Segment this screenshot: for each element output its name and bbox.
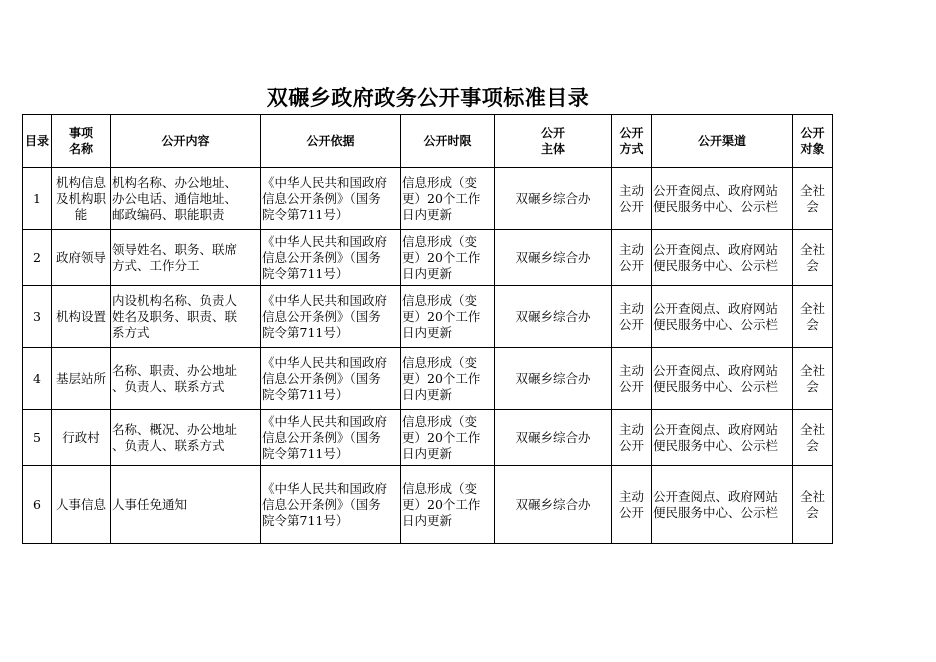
header-subject-line1: 公开 [540,126,565,140]
header-method [612,115,652,168]
cell-target [793,410,833,466]
cell-channel [652,348,793,410]
cell-content-text: 领导姓名、职务、联席 方式、工作分工 [112,241,238,273]
cell-content [111,286,261,348]
cell-target [793,168,833,230]
cell-target-text: 全社会 [799,182,825,214]
cell-basis [261,230,401,286]
cell-item-name-text: 机构信息 及机构职 能 [55,174,106,222]
cell-deadline-text: 信息形成（变 更）20个工作 日内更新 [402,174,481,222]
cell-subject-text: 双碾乡综合办 [515,370,591,386]
cell-item-name [52,410,111,466]
header-target-line1: 公开 [800,126,825,140]
cell-catalog-no [23,410,52,466]
table-row [23,230,833,286]
cell-target [793,286,833,348]
cell-content [111,348,261,410]
cell-method-text: 主动 公开 [618,488,644,520]
cell-deadline [401,466,495,544]
cell-subject-text: 双碾乡综合办 [515,190,591,206]
header-method-line2: 方式 [619,142,644,156]
cell-subject [495,286,612,348]
cell-basis [261,348,401,410]
cell-method [612,286,652,348]
header-subject [495,115,612,168]
cell-method [612,410,652,466]
cell-item-name [52,286,111,348]
table-row [23,410,833,466]
cell-channel-text: 公开查阅点、政府网站 便民服务中心、公示栏 [653,488,779,520]
table-row [23,466,833,544]
cell-deadline-text: 信息形成（变 更）20个工作 日内更新 [402,413,481,461]
cell-item-name [52,230,111,286]
cell-channel-text: 公开查阅点、政府网站 便民服务中心、公示栏 [653,362,779,394]
cell-catalog-no [23,466,52,544]
header-subject-line2: 主体 [540,142,565,156]
cell-basis-text: 《中华人民共和国政府 信息公开条例》（国务 院令第711号） [262,354,388,402]
header-content: 公开内容 [111,115,261,168]
cell-basis [261,466,401,544]
cell-content-text: 名称、职责、办公地址 、负责人、联系方式 [112,362,238,394]
cell-item-name [52,348,111,410]
table-row [23,168,833,230]
cell-channel-text: 公开查阅点、政府网站 便民服务中心、公示栏 [653,182,779,214]
cell-subject-text: 双碾乡综合办 [515,429,591,445]
cell-channel [652,168,793,230]
cell-catalog-no-text: 3 [33,308,41,324]
cell-basis-text: 《中华人民共和国政府 信息公开条例》（国务 院令第711号） [262,413,388,461]
cell-content-text: 内设机构名称、负责人 姓名及职务、职责、联 系方式 [112,292,238,340]
header-item-name-line1: 事项 [68,126,93,140]
cell-method [612,230,652,286]
cell-catalog-no [23,348,52,410]
cell-item-name [52,168,111,230]
header-item-name [52,115,111,168]
cell-target-text: 全社会 [799,421,825,453]
cell-method [612,466,652,544]
cell-content [111,410,261,466]
header-method-line1: 公开 [619,126,644,140]
header-basis: 公开依据 [261,115,401,168]
cell-item-name [52,466,111,544]
cell-target [793,466,833,544]
cell-channel [652,410,793,466]
cell-subject-text: 双碾乡综合办 [515,308,591,324]
cell-deadline [401,410,495,466]
cell-content-text: 人事任免通知 [112,496,188,512]
cell-item-name-text: 基层站所 [55,370,106,386]
cell-basis-text: 《中华人民共和国政府 信息公开条例》（国务 院令第711号） [262,292,388,340]
header-deadline: 公开时限 [401,115,495,168]
cell-item-name-text: 机构设置 [55,308,106,324]
cell-channel [652,466,793,544]
header-channel: 公开渠道 [652,115,793,168]
cell-method-text: 主动 公开 [618,300,644,332]
cell-channel [652,286,793,348]
cell-basis [261,286,401,348]
header-catalog: 目录 [23,115,52,168]
cell-subject-text: 双碾乡综合办 [515,249,591,265]
cell-catalog-no [23,230,52,286]
cell-channel-text: 公开查阅点、政府网站 便民服务中心、公示栏 [653,300,779,332]
catalog-table [22,114,833,544]
cell-item-name-text: 政府领导 [55,249,106,265]
cell-subject [495,410,612,466]
cell-content [111,168,261,230]
cell-deadline-text: 信息形成（变 更）20个工作 日内更新 [402,354,481,402]
cell-target [793,348,833,410]
cell-basis-text: 《中华人民共和国政府 信息公开条例》（国务 院令第711号） [262,233,388,281]
cell-catalog-no-text: 1 [33,190,41,206]
table-row [23,348,833,410]
cell-method-text: 主动 公开 [618,182,644,214]
cell-catalog-no-text: 2 [33,249,41,265]
cell-basis-text: 《中华人民共和国政府 信息公开条例》（国务 院令第711号） [262,174,388,222]
cell-target-text: 全社会 [799,241,825,273]
cell-deadline-text: 信息形成（变 更）20个工作 日内更新 [402,480,481,528]
cell-target-text: 全社会 [799,362,825,394]
cell-content [111,466,261,544]
cell-method-text: 主动 公开 [618,362,644,394]
cell-channel-text: 公开查阅点、政府网站 便民服务中心、公示栏 [653,241,779,273]
cell-basis-text: 《中华人民共和国政府 信息公开条例》（国务 院令第711号） [262,480,388,528]
cell-subject [495,466,612,544]
cell-catalog-no-text: 4 [33,370,41,386]
cell-target-text: 全社会 [799,300,825,332]
cell-subject [495,168,612,230]
cell-subject [495,230,612,286]
cell-item-name-text: 人事信息 [55,496,106,512]
cell-content-text: 名称、概况、办公地址 、负责人、联系方式 [112,421,238,453]
header-target-line2: 对象 [800,142,825,156]
cell-subject-text: 双碾乡综合办 [515,496,591,512]
cell-catalog-no [23,286,52,348]
cell-catalog-no-text: 5 [33,429,41,445]
table-row [23,286,833,348]
cell-item-name-text: 行政村 [62,429,100,445]
cell-subject [495,348,612,410]
header-item-name-line2: 名称 [68,142,93,156]
cell-content [111,230,261,286]
cell-catalog-no [23,168,52,230]
header-target [793,115,833,168]
cell-basis [261,168,401,230]
cell-deadline [401,230,495,286]
cell-method [612,168,652,230]
cell-content-text: 机构名称、办公地址、 办公电话、通信地址、 邮政编码、职能职责 [112,174,238,222]
cell-channel-text: 公开查阅点、政府网站 便民服务中心、公示栏 [653,421,779,453]
cell-method [612,348,652,410]
cell-basis [261,410,401,466]
cell-target-text: 全社会 [799,488,825,520]
table-header-row [23,115,833,168]
cell-channel [652,230,793,286]
page-title: 双碾乡政府政务公开事项标准目录 [266,86,590,110]
cell-deadline [401,286,495,348]
cell-deadline [401,168,495,230]
cell-method-text: 主动 公开 [618,421,644,453]
cell-deadline-text: 信息形成（变 更）20个工作 日内更新 [402,292,481,340]
cell-method-text: 主动 公开 [618,241,644,273]
cell-deadline [401,348,495,410]
cell-deadline-text: 信息形成（变 更）20个工作 日内更新 [402,233,481,281]
cell-target [793,230,833,286]
cell-catalog-no-text: 6 [33,496,41,512]
